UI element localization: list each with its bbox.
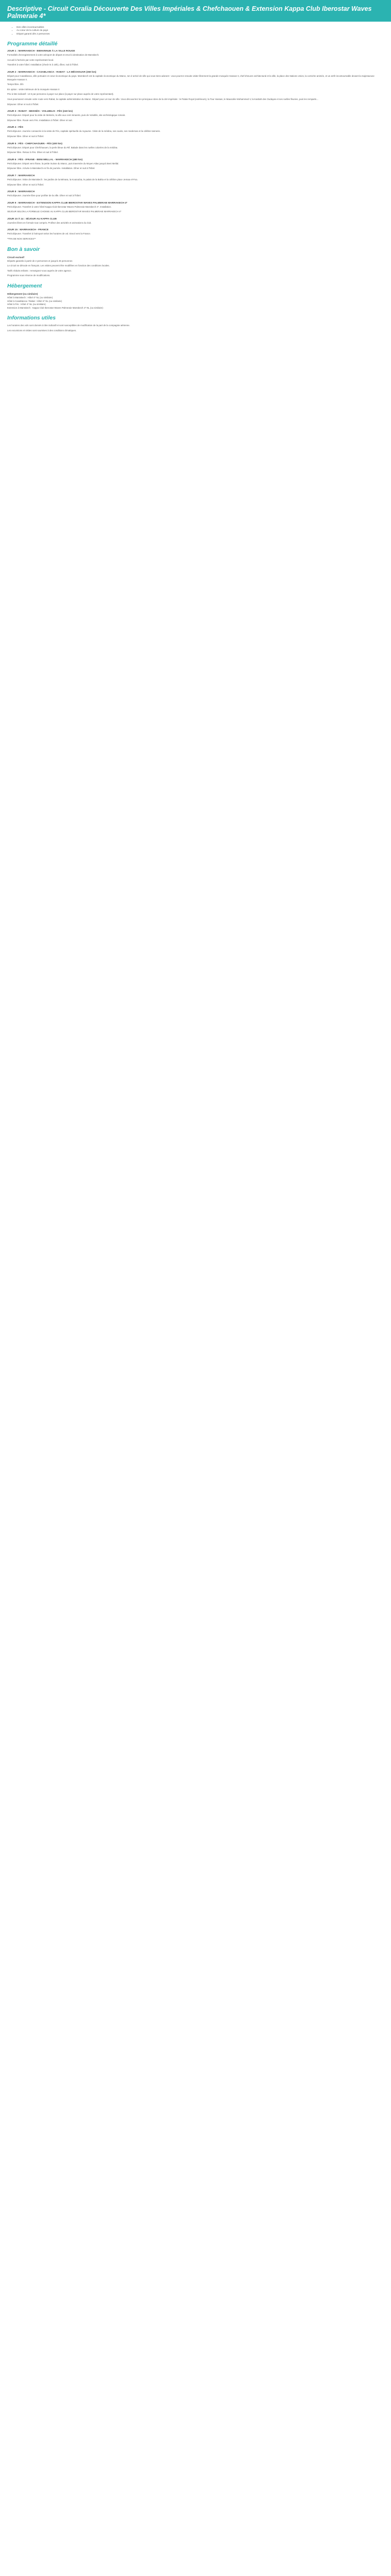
day-paragraph: En option : visite intérieure de la mosquée Hassan II [7, 88, 60, 91]
hotel-item: Hôtel à Fès : Hôtel 4* NL (ou similaire) [7, 303, 46, 306]
day-paragraph: Déjeuner libre. Dîner et nuit à l'hôtel. [7, 183, 44, 186]
day-title: JOUR 3 : RABAT - MEKNÈS - VOLUBILIS - FÈS (240 km) [7, 110, 73, 113]
day-paragraph: Transfert à votre hôtel. Installation (check-in à 15h), dîner, nuit à l'hôtel. [7, 63, 79, 66]
days-list [7, 50, 384, 241]
day-paragraph: Vous poursuivez ensuite votre route vers Rabat, la capitale administrative du Maroc. Départ pour un tour de ville. Vous découvrirez les principaux sites de la cité impériale : le Palais Royal (extérieurs), la Tour Hassan, le Mausolée Mohammed V, la Kasbah des Oudayas et ses ruelles fleuries, puis les remparts... [7, 97, 319, 100]
day-block [7, 159, 384, 171]
day-paragraph: Départ pour Casablanca, ville portuaire et cœur économique du pays. Marrakech est la capitale économique du Maroc, ton é-arrivé de ville qui vous tiens adorant : vous pourrez ensuite visiter librement la grande mosquée Hassan II, chef-d'œuvre architectural et la ville, la place des Nations Unies, la corniche animée, et un arrêt incontournable devant la majestueuse Mosquée Hassan II. [7, 75, 374, 81]
day-block [7, 175, 384, 187]
highlights-list [7, 26, 384, 36]
day-block [7, 126, 384, 138]
day-paragraph: Petit déjeuner. Journée consacrée à la visite de Fès, capitale spirituelle du royaume. Visite de la médina, ses souks, ses medersas et la célèbre tannerie. [7, 130, 161, 133]
info-paragraph: Les horaires des vols sont donnés à titre indicatif et sont susceptibles de modification de la part de la compagnie aérienne. [7, 324, 130, 327]
good-to-know-heading: Bon à savoir [7, 246, 40, 252]
main-content [0, 22, 391, 345]
page-title: Descriptive - Circuit Coralia Découverte Des Villes Impériales & Chefchaouen & Extension Kappa Club Iberostar Waves Palmeraie 4* [7, 5, 372, 20]
programme-heading: Programme détaillé [7, 41, 58, 47]
day-block [7, 202, 384, 214]
info-paragraph: Les excursions et visites sont soumises à des conditions climatiques. [7, 329, 77, 332]
day-paragraph: Petit déjeuner. Visite de Marrakech : les jardins de la Ménara, la Koutoubia, le palais de la Bahia et la célèbre place Jemaa el-Fna. [7, 178, 138, 181]
day-title: JOUR 6 : FÈS - IFRANE - BENI MELLAL - MARRAKECH (480 km) [7, 158, 83, 161]
day-title: JOUR 5 : FÈS - CHEFCHAOUEN - FÈS (400 km) [7, 142, 62, 145]
day-paragraph: Petit déjeuner. Départ pour Chefchaouen, la perle bleue du Rif. Balade dans les ruelles colorées de la médina. [7, 146, 118, 149]
day-paragraph: Petit déjeuner. Journée libre pour profiter de la ville. Dîner et nuit à l'hôtel. [7, 194, 81, 197]
hotel-item: Extension à Marrakech : Kappa Club Iberostar Waves Palmeraie Marrakech 4* NL (ou similaire) [7, 306, 103, 309]
good-to-know-paragraph: Le circuit se déroule en français. Les visites peuvent être modifiées en fonction des conditions locales. [7, 264, 110, 267]
day-paragraph: Journées libres en formule tout compris. Profitez des activités et animations du club. [7, 221, 92, 224]
day-paragraph: Petit déjeuner. Transfert à l'aéroport selon les horaires de vol. Envol vers la France. [7, 232, 91, 235]
day-paragraph: SEJOUR SELON LA FORMULE CHOISIE AU KAPPA CLUB IBEROSTAR WAVES PALMERAIE MARRAKECH 4* [7, 210, 122, 213]
day-paragraph: Temps libre. Dîn [7, 83, 24, 86]
day-paragraph: Déjeuner libre. Retour à Fès. Dîner et nuit à l'hôtel. [7, 151, 58, 154]
day-block [7, 229, 384, 241]
info-text [7, 324, 384, 332]
day-paragraph: Petit déjeuner. Départ vers Ifrane, la petite Suisse du Maroc, puis traversée du Moyen Atlas jusqu'à Beni Mellal. [7, 162, 119, 165]
hotels-heading: Hébergement [7, 283, 42, 290]
day-paragraph: Déjeuner libre. Dîner et nuit à l'hôtel. [7, 134, 44, 138]
good-to-know-subtitle: Circuit exclusif [7, 256, 24, 259]
day-paragraph: Déjeuner libre. Route vers Fès. Installation à l'hôtel. Dîner et nuit. [7, 118, 73, 122]
info-heading: Informations utiles [7, 315, 56, 321]
hotels-list [7, 296, 384, 310]
day-paragraph: Déjeuner libre. Arrivée à Marrakech en fin de journée. Installation. Dîner et nuit à l'hôtel. [7, 167, 95, 170]
day-title: JOUR 1 : MARRAKECH - BIENVENUE À LA VILLE ROUGE [7, 50, 75, 53]
day-paragraph: Accueil à l'arrivée par votre représentant local. [7, 58, 54, 61]
day-title: JOUR 9 : MARRAKECH - EXTENSION KAPPA CLUB IBEROSTAR WAVES PALMERAIE MARRAKECH 4* [7, 201, 127, 205]
highlight-item: • Au cœur de la culture du pays [17, 29, 384, 32]
day-paragraph: Petit déjeuner. Transfert à votre hôtel Kappa Club Iberostar Waves Palmeraie Marrakech 4*. Installation. [7, 205, 112, 208]
day-block [7, 71, 384, 106]
good-to-know-paragraph: Départs garantis à partir de 2 personnes et jusqu'à 45 personnes [7, 259, 73, 262]
day-block [7, 110, 384, 122]
day-paragraph: **FIN DE NOS SERVICES** [7, 238, 36, 241]
day-paragraph: Petit déjeuner. Départ pour la visite de Meknès, la ville aux cent minarets, puis de Volubilis, site archéologique romain. [7, 114, 126, 117]
hotel-item: Hôtel à Marrakech : Hôtel 4* NL (ou similaire) [7, 296, 53, 299]
highlight-item: • Départ garanti dès 2 personnes [17, 32, 384, 36]
good-to-know-paragraph: Programme sous réserve de modifications. [7, 274, 51, 277]
day-paragraph: Formalités d'enregistrement à votre aéroport de départ et envol à destination de Marrakech. [7, 54, 100, 57]
good-to-know-paragraph: Tarifs réduits enfants : renseignez-vous auprès de votre agence. [7, 269, 72, 272]
day-paragraph: Prix à titre indicatif : 13 € par personne à payer sur place (à payer sur place auprès de votre représentant). [7, 93, 114, 96]
day-block [7, 191, 384, 198]
good-to-know-text [7, 260, 384, 278]
day-title: JOUR 15 : MARRAKECH - FRANCE [7, 229, 48, 232]
hotels-subtitle: Hébergement (ou similaire) [7, 293, 38, 296]
day-paragraph: Déjeuner. Dîner et nuit à l'hôtel. [7, 103, 39, 106]
day-title: JOUR 7 : MARRAKECH [7, 174, 35, 177]
day-block [7, 218, 384, 225]
day-title: JOUR 2 : MARRAKECH - CASABLANCA - RABAT - LA MÉCHOUAR (360 km) [7, 71, 96, 74]
hotel-item: Hôtel à Casablanca / Rabat : Hôtel 4* NL (ou similaire) [7, 299, 62, 302]
day-title: JOUR 10 À 14 : SÉJOUR AU KAPPA CLUB [7, 217, 57, 221]
day-title: JOUR 8 : MARRAKECH [7, 191, 35, 194]
day-title: JOUR 4 : FÈS [7, 126, 23, 129]
day-block [7, 50, 384, 67]
day-block [7, 143, 384, 155]
page-header [0, 0, 391, 22]
highlight-item: • Des villes incontournables [17, 26, 384, 29]
